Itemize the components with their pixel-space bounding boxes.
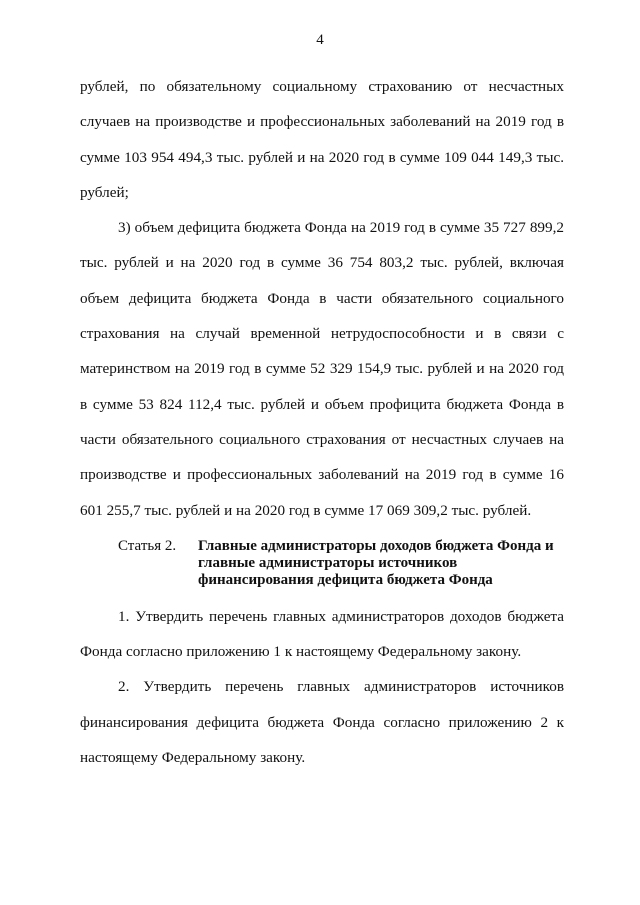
paragraph-item-1: 1. Утвердить перечень главных администраторов доходов бюджета Фонда согласно приложению 1 к настоящему Федеральному закону. [80,607,564,661]
paragraph-item-2: 2. Утвердить перечень главных администраторов источников финансирования дефицита бюджета Фонда согласно приложению 2 к настоящему Федеральному закону. [80,678,564,767]
article-label: Статья 2. [118,537,177,554]
page-number: 4 [316,32,324,48]
document-body [80,69,564,775]
article-heading [80,538,564,589]
paragraph-deficit: 3) объем дефицита бюджета Фонда на 2019 год в сумме 35 727 899,2 тыс. рублей и на 2020 год в сумме 36 754 803,2 тыс. рублей, включая объем дефицита бюджета Фонда в части обязательного социального страхования на случай временной нетрудоспособности и в связи с материнством на 2019 год в сумме 52 329 154,9 тыс. рублей и на 2020 год в сумме 53 824 112,4 тыс. рублей и объем профицита бюджета Фонда в части обязательного социального страхования от несчастных случаев на производстве и профессиональных заболеваний на 2019 год в сумме 16 601 255,7 тыс. рублей и на 2020 год в сумме 17 069 309,2 тыс. рублей. [80,219,564,519]
article-title: Главные администраторы доходов бюджета Фонда и главные администраторы источников финансирования дефицита бюджета Фонда [198,537,554,588]
paragraph-continuation: рублей, по обязательному социальному страхованию от несчастных случаев на производстве и профессиональных заболеваний на 2019 год в сумме 103 954 494,3 тыс. рублей и на 2020 год в сумме 109 044 149,3 тыс. рублей; [80,78,564,201]
